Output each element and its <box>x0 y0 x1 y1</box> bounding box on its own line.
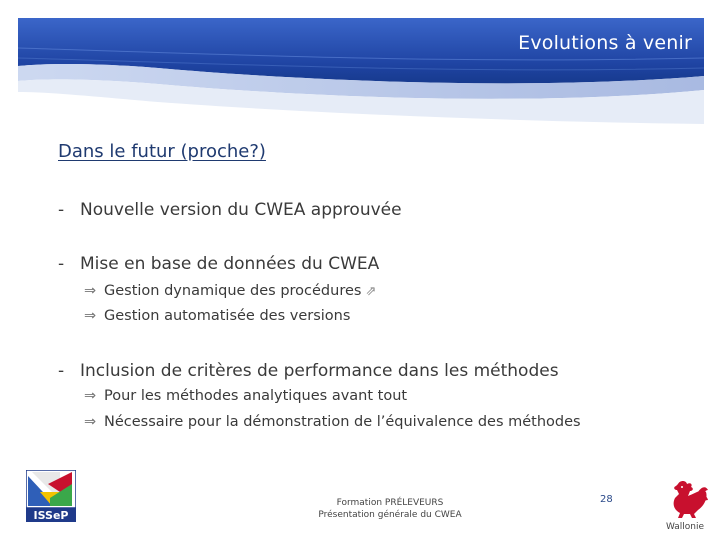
implies-arrow-icon: ⇒ <box>84 414 97 430</box>
bullet-dash: - <box>58 200 65 220</box>
bullet-dash: - <box>58 361 65 381</box>
external-arrow-icon: ⇗ <box>365 284 377 299</box>
implies-arrow-icon: ⇒ <box>84 388 97 404</box>
footer-text <box>270 497 510 521</box>
section-heading: Dans le futur (proche?) <box>58 141 266 162</box>
footer-line-2: Présentation générale du CWEA <box>318 510 462 520</box>
bullet-item <box>58 200 402 220</box>
footer-line-1: Formation PRÉLEVEURS <box>336 498 444 508</box>
implies-arrow-icon: ⇒ <box>84 308 97 324</box>
bullet-text: Nouvelle version du CWEA approuvée <box>80 200 402 220</box>
issep-logo <box>26 470 76 526</box>
wallonie-logo <box>660 478 710 532</box>
bullet-dash: - <box>58 254 65 274</box>
bullet-text: Inclusion de critères de performance dans les méthodes <box>80 361 559 381</box>
implies-arrow-icon: ⇒ <box>84 283 97 299</box>
bullet-item <box>58 254 379 274</box>
slide-title: Evolutions à venir <box>518 32 692 54</box>
bullet-text: Mise en base de données du CWEA <box>80 254 380 274</box>
issep-logo-text: ISSeP <box>33 509 69 522</box>
sub-item <box>84 283 376 299</box>
sub-item <box>84 388 407 404</box>
sub-text: Gestion automatisée des versions <box>104 308 351 324</box>
sub-item <box>84 414 581 430</box>
rooster-icon <box>660 478 710 520</box>
sub-item <box>84 308 350 324</box>
sub-text: Gestion dynamique des procédures <box>104 283 362 299</box>
sub-text: Nécessaire pour la démonstration de l’équivalence des méthodes <box>104 414 581 430</box>
wallonie-logo-text: Wallonie <box>665 522 705 532</box>
page-number: 28 <box>600 494 613 505</box>
bullet-item <box>58 361 559 381</box>
sub-text: Pour les méthodes analytiques avant tout <box>104 388 408 404</box>
